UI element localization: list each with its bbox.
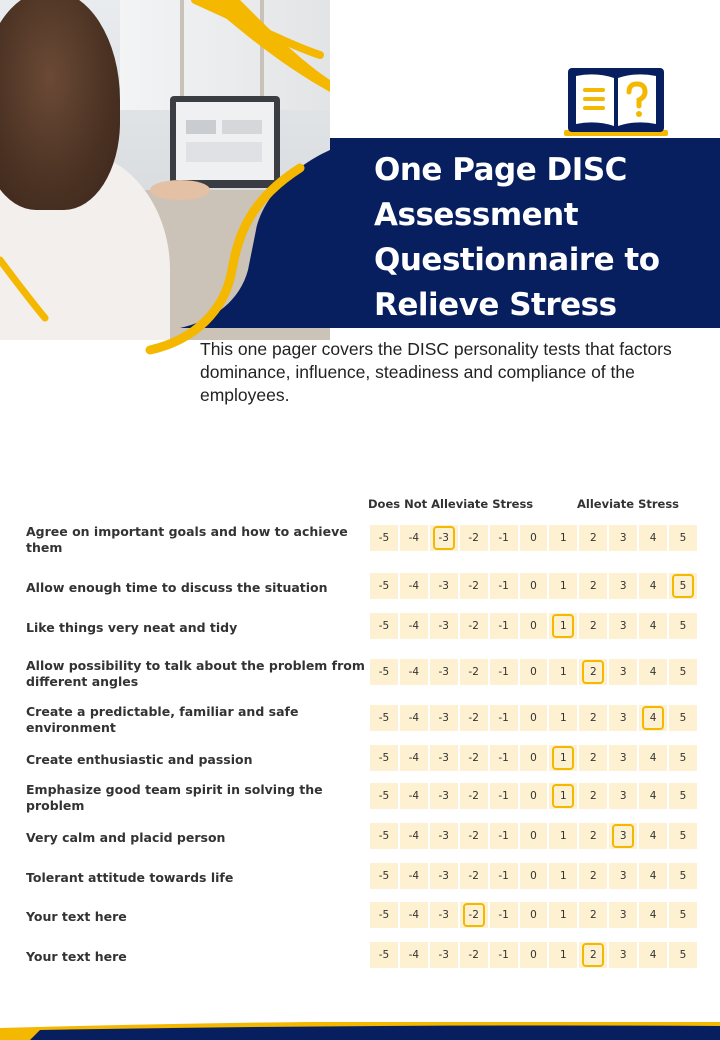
rating-option[interactable]: -1 <box>490 783 520 809</box>
rating-option[interactable]: 4 <box>639 942 669 968</box>
page-title: One Page DISC Assessment Questionnaire to Relieve Stress <box>374 152 660 323</box>
rating-option[interactable]: 4 <box>639 783 669 809</box>
rating-option[interactable]: -3 <box>430 705 460 731</box>
rating-option[interactable]: 3 <box>609 942 639 968</box>
rating-option[interactable]: 1 <box>549 659 579 685</box>
rating-option[interactable]: -1 <box>490 613 520 639</box>
row-label: Create enthusiastic and passion <box>26 752 253 767</box>
rating-option[interactable]: 1 <box>549 942 579 968</box>
rating-scale <box>370 745 697 771</box>
row-label: Tolerant attitude towards life <box>26 870 234 885</box>
rating-option[interactable]: 1 <box>549 573 579 599</box>
rating-option[interactable]: -1 <box>490 705 520 731</box>
table-row <box>0 942 720 972</box>
rating-option[interactable]: -5 <box>370 745 400 771</box>
rating-option[interactable]: -1 <box>490 902 520 928</box>
rating-option[interactable]: 3 <box>609 659 639 685</box>
rating-option[interactable]: 0 <box>520 745 550 771</box>
rating-option[interactable]: -3 <box>430 573 460 599</box>
rating-option[interactable]: -3 <box>430 613 460 639</box>
table-row <box>0 573 720 603</box>
table-row <box>0 705 720 735</box>
rating-option[interactable]: 2 <box>579 783 609 809</box>
rating-option[interactable]: -5 <box>370 705 400 731</box>
rating-scale <box>370 525 697 551</box>
rating-option-selected[interactable]: 2 <box>579 659 609 685</box>
rating-scale <box>370 613 697 639</box>
rating-option[interactable]: 0 <box>520 942 550 968</box>
row-label: Allow possibility to talk about the problem from different angles <box>26 658 365 689</box>
rating-option[interactable]: -1 <box>490 745 520 771</box>
rating-option[interactable]: 0 <box>520 783 550 809</box>
rating-option[interactable]: 1 <box>549 705 579 731</box>
rating-option[interactable]: 3 <box>609 783 639 809</box>
table-row <box>0 745 720 775</box>
table-row <box>0 659 720 689</box>
rating-option[interactable]: 0 <box>520 705 550 731</box>
rating-option[interactable]: 4 <box>639 525 669 551</box>
rating-scale <box>370 863 697 889</box>
rating-option[interactable]: -2 <box>460 613 490 639</box>
rating-option[interactable]: -4 <box>400 942 430 968</box>
rating-option[interactable]: -2 <box>460 823 490 849</box>
rating-option[interactable]: -4 <box>400 902 430 928</box>
rating-option[interactable]: 0 <box>520 823 550 849</box>
rating-option[interactable]: 5 <box>679 752 687 764</box>
rating-option[interactable]: -5 <box>370 573 400 599</box>
rating-option[interactable]: 2 <box>579 613 609 639</box>
rating-option[interactable]: 3 <box>609 525 639 551</box>
rating-option[interactable]: -1 <box>490 942 520 968</box>
rating-option[interactable]: 5 <box>679 949 687 961</box>
rating-option[interactable]: 5 <box>679 532 687 544</box>
rating-option[interactable]: -2 <box>460 783 490 809</box>
row-label: Your text here <box>26 949 127 964</box>
rating-option[interactable]: -1 <box>490 659 520 685</box>
rating-option[interactable]: -3 <box>430 659 460 685</box>
rating-option[interactable]: -4 <box>400 573 430 599</box>
legend-does-not-alleviate: Does Not Alleviate Stress <box>368 497 534 511</box>
rating-option[interactable]: 4 <box>639 863 669 889</box>
rating-option[interactable]: -4 <box>400 613 430 639</box>
rating-option[interactable]: 2 <box>579 705 609 731</box>
rating-option[interactable]: 5 <box>679 870 687 882</box>
rating-option[interactable]: -2 <box>460 942 490 968</box>
rating-option[interactable]: 1 <box>549 525 579 551</box>
table-row <box>0 783 720 813</box>
rating-option[interactable]: -5 <box>370 659 400 685</box>
rating-option[interactable]: -4 <box>400 705 430 731</box>
row-label: Agree on important goals and how to achieve them <box>26 524 348 555</box>
rating-option[interactable]: 2 <box>579 745 609 771</box>
rating-option[interactable]: 3 <box>609 902 639 928</box>
rating-option[interactable]: -3 <box>430 942 460 968</box>
rating-option-selected[interactable]: -2 <box>460 902 490 928</box>
row-label: Like things very neat and tidy <box>26 620 238 635</box>
rating-option[interactable]: 0 <box>520 525 550 551</box>
rating-option[interactable]: 5 <box>679 666 687 678</box>
rating-option[interactable]: -5 <box>370 942 400 968</box>
table-row <box>0 525 720 555</box>
rating-option[interactable]: 4 <box>639 613 669 639</box>
rating-option[interactable]: 4 <box>639 659 669 685</box>
rating-option-selected[interactable]: -3 <box>430 525 460 551</box>
rating-option[interactable]: 0 <box>520 613 550 639</box>
rating-option[interactable]: -2 <box>460 863 490 889</box>
rating-option[interactable]: -3 <box>430 823 460 849</box>
rating-option[interactable]: -2 <box>460 573 490 599</box>
rating-option[interactable]: 5 <box>679 830 687 842</box>
rating-option[interactable]: 4 <box>639 745 669 771</box>
row-label: Allow enough time to discuss the situation <box>26 580 328 595</box>
rating-option[interactable]: -5 <box>370 902 400 928</box>
rating-option[interactable]: 4 <box>639 573 669 599</box>
rating-option[interactable]: -5 <box>370 823 400 849</box>
rating-option-selected[interactable]: 1 <box>549 613 579 639</box>
rating-option[interactable]: -4 <box>400 783 430 809</box>
rating-option[interactable]: 2 <box>579 823 609 849</box>
rating-option[interactable]: 3 <box>609 613 639 639</box>
rating-option[interactable]: -4 <box>400 863 430 889</box>
rating-scale <box>370 823 697 849</box>
rating-option[interactable]: 5 <box>679 790 687 802</box>
rating-scale <box>370 783 697 809</box>
rating-option[interactable]: -4 <box>400 823 430 849</box>
rating-option[interactable]: 1 <box>549 902 579 928</box>
rating-scale <box>370 705 697 731</box>
rating-option[interactable]: -5 <box>370 525 400 551</box>
legend-alleviate: Alleviate Stress <box>577 497 680 511</box>
rating-option[interactable]: 2 <box>579 525 609 551</box>
rating-option[interactable]: -5 <box>370 863 400 889</box>
rating-option[interactable]: -1 <box>490 863 520 889</box>
rating-option[interactable]: 2 <box>579 573 609 599</box>
rating-option[interactable]: 1 <box>549 863 579 889</box>
rating-option[interactable]: 1 <box>549 823 579 849</box>
table-row <box>0 902 720 932</box>
rating-option-selected[interactable]: 1 <box>549 783 579 809</box>
rating-option[interactable]: 0 <box>520 902 550 928</box>
table-row <box>0 863 720 893</box>
rating-option[interactable]: -2 <box>460 525 490 551</box>
rating-option[interactable]: -4 <box>400 525 430 551</box>
rating-scale <box>370 902 697 928</box>
rating-option[interactable]: 0 <box>520 659 550 685</box>
open-book-question-icon <box>556 64 676 138</box>
rating-option[interactable]: -1 <box>490 823 520 849</box>
rating-scale <box>370 942 697 968</box>
row-label: Your text here <box>26 909 127 924</box>
rating-option[interactable]: 5 <box>679 712 687 724</box>
rating-option[interactable]: -1 <box>490 573 520 599</box>
rating-option[interactable]: 2 <box>579 863 609 889</box>
rating-scale <box>370 573 697 599</box>
footer-band <box>0 1022 720 1040</box>
page-description: This one pager covers the DISC personality tests that factors dominance, influence, steadiness and compliance of the employees. <box>200 339 672 405</box>
rating-option[interactable]: -5 <box>370 613 400 639</box>
rating-option-selected[interactable]: 5 <box>669 573 697 599</box>
rating-option-selected[interactable]: 4 <box>639 705 669 731</box>
rating-option[interactable]: -4 <box>400 745 430 771</box>
rating-option[interactable]: 5 <box>679 620 687 632</box>
row-label: Create a predictable, familiar and safe environment <box>26 704 299 735</box>
rating-option[interactable]: -3 <box>430 863 460 889</box>
rating-option[interactable]: -3 <box>430 745 460 771</box>
rating-option[interactable]: -2 <box>460 705 490 731</box>
rating-option[interactable]: -3 <box>430 783 460 809</box>
rating-option-selected[interactable]: 1 <box>549 745 579 771</box>
rating-option[interactable]: 0 <box>520 573 550 599</box>
rating-option[interactable]: -5 <box>370 783 400 809</box>
rating-option[interactable]: -4 <box>400 659 430 685</box>
rating-option[interactable]: -3 <box>430 902 460 928</box>
row-label: Very calm and placid person <box>26 830 226 845</box>
rating-option[interactable]: -2 <box>460 659 490 685</box>
rating-option[interactable]: 3 <box>609 705 639 731</box>
rating-option-selected[interactable]: 3 <box>609 823 639 849</box>
rating-option[interactable]: 2 <box>579 902 609 928</box>
rating-option[interactable]: 4 <box>639 902 669 928</box>
table-row <box>0 823 720 853</box>
rating-option[interactable]: 3 <box>609 573 639 599</box>
rating-option[interactable]: 4 <box>639 823 669 849</box>
rating-option-selected[interactable]: 2 <box>579 942 609 968</box>
rating-option[interactable]: 3 <box>609 863 639 889</box>
rating-scale <box>370 659 697 685</box>
rating-option[interactable]: -2 <box>460 745 490 771</box>
rating-option[interactable]: 5 <box>679 909 687 921</box>
table-row <box>0 613 720 643</box>
rating-option[interactable]: 0 <box>520 863 550 889</box>
rating-option[interactable]: 3 <box>609 745 639 771</box>
row-label: Emphasize good team spirit in solving the problem <box>26 782 323 813</box>
rating-option[interactable]: -1 <box>490 525 520 551</box>
